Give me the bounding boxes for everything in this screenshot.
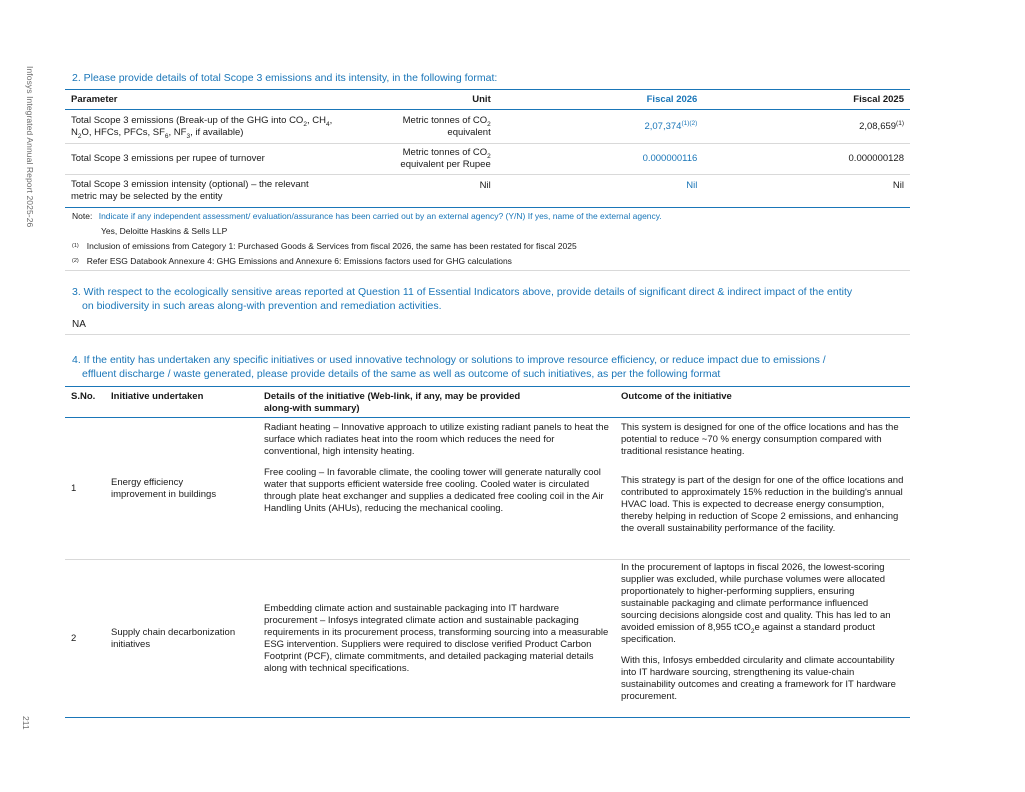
param-cell: Total Scope 3 emissions per rupee of turnover [65,144,348,175]
col-sno: S.No. [65,387,105,418]
table-header-row [65,90,910,110]
col-fy2025: Fiscal 2025 [703,90,910,110]
unit-cell: Metric tonnes of $CO_2$ equivalent [348,110,496,144]
col-initiative: Initiative undertaken [105,387,258,418]
initiatives-table [65,386,910,718]
col-outcome: Outcome of the initiative [615,387,910,418]
note-label: Note: [72,211,93,221]
report-title: Infosys Integrated Annual Report 2025-26 [25,66,35,228]
outcome-cell: In the procurement of laptops in fiscal 2026, the lowest-scoring supplier was excluded, while purchase volumes were allocated proportionately to higher-performing suppliers, ensuring sustainable packaging and climate performance influenced sourcing decisions alongside cost and quality. This has led to an avoided emission of 8,955 tCO$_2$e against a standard product specification. With this, Infosys embedded circularity and climate accountability into IT hardware sourcing, strengthening its value-chain sustainability outcomes and creating a framework for IT hardware procurement. [615,560,910,718]
table-row [65,418,910,560]
divider [65,270,910,271]
note-question: Indicate if any independent assessment/ evaluation/assurance has been carried out by an external agency? (Y/N) If yes, name of the external agency. [98,211,662,221]
footnote: $^{(2)}$ Refer ESG Databook Annexure 4: GHG Emissions and Annexure 6: Emissions factors used for GHG calculations [72,256,512,266]
col-details: Details of the initiative (Web-link, if any, may be provided along-with summary) [258,387,615,418]
unit-cell: Metric tonnes of $CO_2$ equivalent per Rupee [348,144,496,175]
details-cell: Radiant heating – Innovative approach to utilize existing radiant panels to heat the surface which radiates heat into the room which reduces the need for conventional, high intensity heating. Free cooling – In favorable climate, the cooling tower will generate naturally cool water that supports efficient waterside free cooling. Cooled water is circulated through plate heat exchanger and supplies a dedicated free cooling coil in the Air Handling Units (AHUs), reducing the mechanical cooling. [258,418,615,560]
initiative-cell: Energy efficiency improvement in buildings [105,418,258,560]
outcome-cell: This system is designed for one of the office locations and has the potential to reduce ~70 % energy consumption compared with traditional resistance heating. This strategy is part of the design for one of the office locations and contributed to approximately 15% reduction in the building's annual HVAC load. This is expected to decrease energy consumption, thereby helping in reduction of Scope 2 emissions, and enhancing the overall sustainability performance of the facility. [615,418,910,560]
table-row [65,175,910,208]
q4-heading: 4. If the entity has undertaken any specific initiatives or used innovative technology or solutions to improve resource efficiency, or reduce impact due to emissions / effluent discharge / waste generated, please provide details of the same as well as outcome of such initiatives, as per the following format [72,354,826,380]
q3-answer: NA [72,319,86,330]
fy2025-value: Nil [703,175,910,208]
page-number: 211 [21,716,31,730]
fy2025-value: 2,08,659$^{(1)}$ [703,110,910,144]
footnote: $^{(1)}$ Inclusion of emissions from Category 1: Purchased Goods & Services from fiscal 2026, the same has been restated for fiscal 2025 [72,241,577,251]
sno-cell: 1 [65,418,105,560]
fy2025-value: 0.000000128 [703,144,910,175]
col-fy2026: Fiscal 2026 [497,90,704,110]
fy2026-value: Nil [497,175,704,208]
table-row [65,110,910,144]
param-cell: Total Scope 3 emissions (Break-up of the GHG into $CO_2$, $CH_4$, $N_2O$, HFCs, PFCs, $SF_6$, $NF_3$, if available) [65,110,348,144]
table-header-row [65,387,910,418]
note-answer: Yes, Deloitte Haskins & Sells LLP [101,226,228,236]
param-cell: Total Scope 3 emission intensity (optional) – the relevant metric may be selected by the entity [65,175,348,208]
q2-heading: 2. Please provide details of total Scope 3 emissions and its intensity, in the following format: [72,72,498,84]
fy2026-value: $2,07,374^{(1)(2)}$ [497,110,704,144]
col-unit: Unit [348,90,496,110]
fy2026-value: 0.000000116 [497,144,704,175]
q3-heading: 3. With respect to the ecologically sensitive areas reported at Question 11 of Essential Indicators above, provide details of significant direct & indirect impact of the entity on biodiversity in such areas along-with prevention and remediation activities. [72,286,853,312]
unit-cell: Nil [348,175,496,208]
col-parameter: Parameter [65,90,348,110]
table-row [65,560,910,718]
scope3-table [65,89,910,208]
sno-cell: 2 [65,560,105,718]
initiative-cell: Supply chain decarbonization initiatives [105,560,258,718]
divider [65,334,910,335]
details-cell: Embedding climate action and sustainable packaging into IT hardware procurement – Infosys integrated climate action and sustainable packaging requirements in its procurement process, transforming sourcing into a measurable ESG intervention. Suppliers were required to disclose verified Product Carbon Footprint (PCF), climate commitments, and detailed packaging material details along with technical specifications. [258,560,615,718]
table-row [65,144,910,175]
